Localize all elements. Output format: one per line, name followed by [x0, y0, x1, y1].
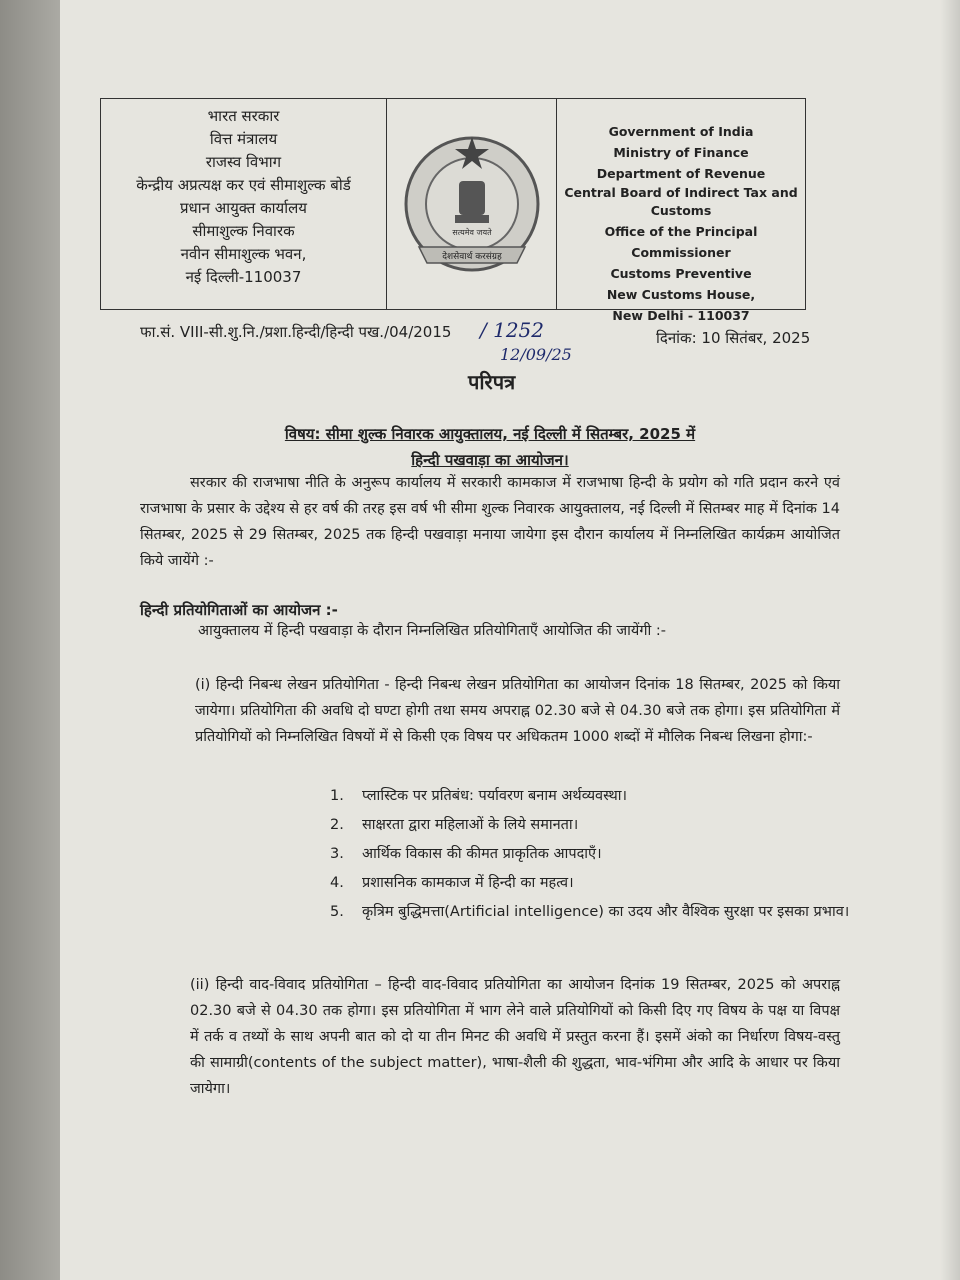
hindi-line: वित्त मंत्रालय	[209, 130, 278, 148]
section-heading: हिन्दी प्रतियोगिताओं का आयोजन :-	[140, 601, 338, 619]
emblem-motto-text: सत्यमेव जयते	[451, 228, 492, 237]
list-item	[330, 869, 860, 898]
hindi-line: सीमाशुल्क निवारक	[192, 222, 295, 240]
topic-number: 3.	[330, 846, 344, 862]
topic-list	[330, 782, 860, 927]
english-line: Central Board of Indirect Tax and	[564, 185, 798, 200]
handwritten-number: / 1252	[480, 318, 544, 342]
subject-line: विषय: सीमा शुल्क निवारक आयुक्तालय, नई दिल्ली में सितम्बर, 2025 में	[284, 425, 696, 443]
english-line: Department of Revenue	[596, 166, 766, 181]
topic-text: साक्षरता द्वारा महिलाओं के लिये समानता।	[362, 817, 579, 833]
letterhead-box	[100, 98, 806, 323]
english-line: New Delhi - 110037	[612, 308, 750, 323]
hindi-address-block	[101, 99, 387, 309]
essay-competition-paragraph: (i) हिन्दी निबन्ध लेखन प्रतियोगिता - हिन्दी निबन्ध लेखन प्रतियोगिता का आयोजन दिनांक 18 सितम्बर, 2025 को किया जायेगा। प्रतियोगिता की अवधि दो घण्टा होगी तथा समय अपराह्न 02.30 बजे से 04.30 बजे तक होगा। इस प्रतियोगिता में प्रतियोगियों को निम्नलिखित विषयों में से किसी एक विषय पर अधिकतम 1000 शब्दों में मौलिक निबन्ध लिखना होगा:-	[195, 677, 840, 745]
page-shadow	[940, 0, 960, 1280]
english-line: Customs	[650, 203, 712, 218]
list-item	[330, 811, 860, 840]
hindi-line: नई दिल्ली-110037	[185, 268, 302, 286]
english-address-block	[557, 99, 805, 323]
hindi-line: भारत सरकार	[207, 107, 280, 125]
topic-number: 2.	[330, 817, 344, 833]
hindi-line: प्रधान आयुक्त कार्यालय	[180, 199, 307, 217]
list-item	[330, 782, 860, 811]
list-item	[330, 840, 860, 869]
emblem-cell	[387, 99, 557, 309]
subject-line: हिन्दी पखवाड़ा का आयोजन।	[411, 451, 569, 469]
hindi-line: केन्द्रीय अप्रत्यक्ष कर एवं सीमाशुल्क बोर्ड	[136, 176, 351, 194]
english-line: Government of India	[608, 124, 754, 139]
intro-paragraph: सरकार की राजभाषा नीति के अनुरूप कार्यालय में सरकारी कामकाज में राजभाषा हिन्दी के प्रयोग को गति प्रदान करने एवं राजभाषा के प्रसार के उद्देश्य से हर वर्ष की तरह इस वर्ष भी सीमा शुल्क निवारक आयुक्तालय, नई दिल्ली में सितम्बर माह में दिनांक 14 सितम्बर, 2025 से 29 सितम्बर, 2025 तक हिन्दी पखवाड़ा मनाया जायेगा इस दौरान कार्यालय में निम्नलिखित कार्यक्रम आयोजित किये जायेंगे :-	[140, 475, 840, 569]
topic-number: 1.	[330, 788, 344, 804]
section-intro: आयुक्तालय में हिन्दी पखवाड़ा के दौरान निम्नलिखित प्रतियोगिताएँ आयोजित की जायेंगी :-	[198, 623, 666, 639]
hindi-line: नवीन सीमाशुल्क भवन,	[180, 245, 307, 263]
hindi-line: राजस्व विभाग	[205, 153, 282, 171]
topic-text: प्लास्टिक पर प्रतिबंध: पर्यावरण बनाम अर्थव्यवस्था।	[362, 788, 627, 804]
english-line: Customs Preventive	[610, 266, 752, 281]
emblem-banner-text: देशसेवार्थ करसंग्रह	[441, 252, 502, 262]
file-number: फा.सं. VIII-सी.शु.नि./प्रशा.हिन्दी/हिन्दी पख./04/2015	[140, 323, 452, 341]
customs-emblem-icon	[397, 129, 547, 279]
debate-competition-paragraph: (ii) हिन्दी वाद-विवाद प्रतियोगिता – हिन्दी वाद-विवाद प्रतियोगिता का आयोजन दिनांक 19 सितम्बर, 2025 को अपराह्न 02.30 बजे से 04.30 तक होगा। इस प्रतियोगिता में भाग लेने वाले प्रतियोगियों को किसी दिए गए विषय के पक्ष या विपक्ष में तर्क व तथ्यों के साथ अपनी बात को दो या तीन मिनट की अवधि में प्रस्तुत करना हैं। इसमें अंको का निर्धारण विषय-वस्तु की सामाग्री(contents of the subject matter), भाषा-शैली की शुद्धता, भाव-भंगिमा और आदि के आधार पर किया जायेगा।	[190, 977, 840, 1097]
document-title: परिपत्र	[468, 370, 516, 394]
english-line: Office of the Principal Commissioner	[604, 224, 758, 260]
list-item	[330, 898, 860, 927]
topic-text: प्रशासनिक कामकाज में हिन्दी का महत्व।	[362, 875, 574, 891]
topic-number: 5.	[330, 904, 344, 920]
handwritten-date: 12/09/25	[500, 345, 572, 364]
document-date: दिनांक: 10 सितंबर, 2025	[656, 329, 811, 347]
topic-text: आर्थिक विकास की कीमत प्राकृतिक आपदाएँ।	[362, 846, 602, 862]
topic-text: कृत्रिम बुद्धिमत्ता(Artificial intelligence) का उदय और वैश्विक सुरक्षा पर इसका प्रभाव।	[362, 904, 850, 920]
topic-number: 4.	[330, 875, 344, 891]
english-line: New Customs House,	[606, 287, 756, 302]
english-line: Ministry of Finance	[613, 145, 749, 160]
